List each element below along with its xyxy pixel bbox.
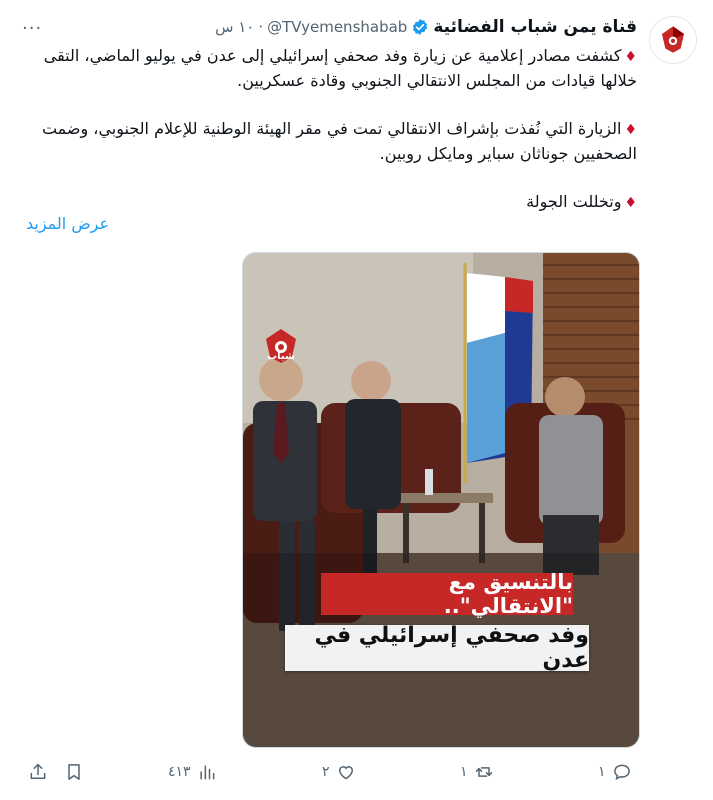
paragraph-text: الزيارة التي نُفذت بإشراف الانتقالي تمت في مقر الهيئة الوطنية للإعلام الجنوبي، وضمت الصحفيين جوناثان سباير ومايكل روبين. <box>41 119 637 163</box>
retweet-count: ١ <box>460 764 468 780</box>
views-count: ٤١٣ <box>168 764 191 780</box>
tweet-image[interactable] <box>242 252 640 748</box>
bookmark-button[interactable] <box>64 762 84 782</box>
show-more-link[interactable]: عرض المزيد <box>26 214 110 233</box>
separator: · <box>258 18 264 36</box>
avatar[interactable] <box>649 16 697 64</box>
views-chart-icon <box>197 762 217 782</box>
tweet-paragraph <box>20 190 637 215</box>
channel-logo-icon <box>656 23 690 57</box>
reply-count: ١ <box>598 764 606 780</box>
diamond-bullet-icon: ♦ <box>624 195 637 211</box>
paragraph-text: وتخللت الجولة <box>526 192 622 211</box>
like-button[interactable] <box>322 762 356 782</box>
diamond-bullet-icon: ♦ <box>624 122 637 138</box>
display-name[interactable]: قناة يمن شباب الفضائية <box>433 17 637 37</box>
like-count: ٢ <box>322 764 330 780</box>
heart-icon <box>336 762 356 782</box>
reply-icon <box>612 762 632 782</box>
image-caption-top: بالتنسيق مع "الانتقالي".. <box>321 573 573 615</box>
more-options-button[interactable]: ··· <box>22 18 43 39</box>
tweet-paragraph <box>20 117 637 166</box>
timestamp[interactable]: ١٠ س <box>215 18 255 36</box>
share-icon <box>28 762 48 782</box>
bookmark-icon <box>64 762 84 782</box>
meeting-photo <box>243 253 640 748</box>
share-button[interactable] <box>28 762 48 782</box>
retweet-icon <box>474 762 494 782</box>
tweet-header <box>60 14 637 40</box>
watermark-logo-icon <box>261 325 301 369</box>
views-button[interactable] <box>168 762 217 782</box>
reply-button[interactable] <box>598 762 632 782</box>
action-bar <box>0 762 713 790</box>
paragraph-text: كشفت مصادر إعلامية عن زيارة وفد صحفي إسرائيلي إلى عدن في يوليو الماضي، التقى خلالها قيادات من المجلس الانتقالي الجنوبي وقادة عسكريين. <box>43 46 637 90</box>
watermark-text: شباب <box>267 351 295 362</box>
retweet-button[interactable] <box>460 762 494 782</box>
tweet-text <box>20 44 637 215</box>
image-caption-bottom: وفد صحفي إسرائيلي في عدن <box>285 625 589 671</box>
diamond-bullet-icon: ♦ <box>624 49 637 65</box>
handle[interactable]: @TVyemenshabab <box>267 18 408 36</box>
tweet-paragraph <box>20 44 637 93</box>
verified-badge-icon <box>411 18 429 36</box>
